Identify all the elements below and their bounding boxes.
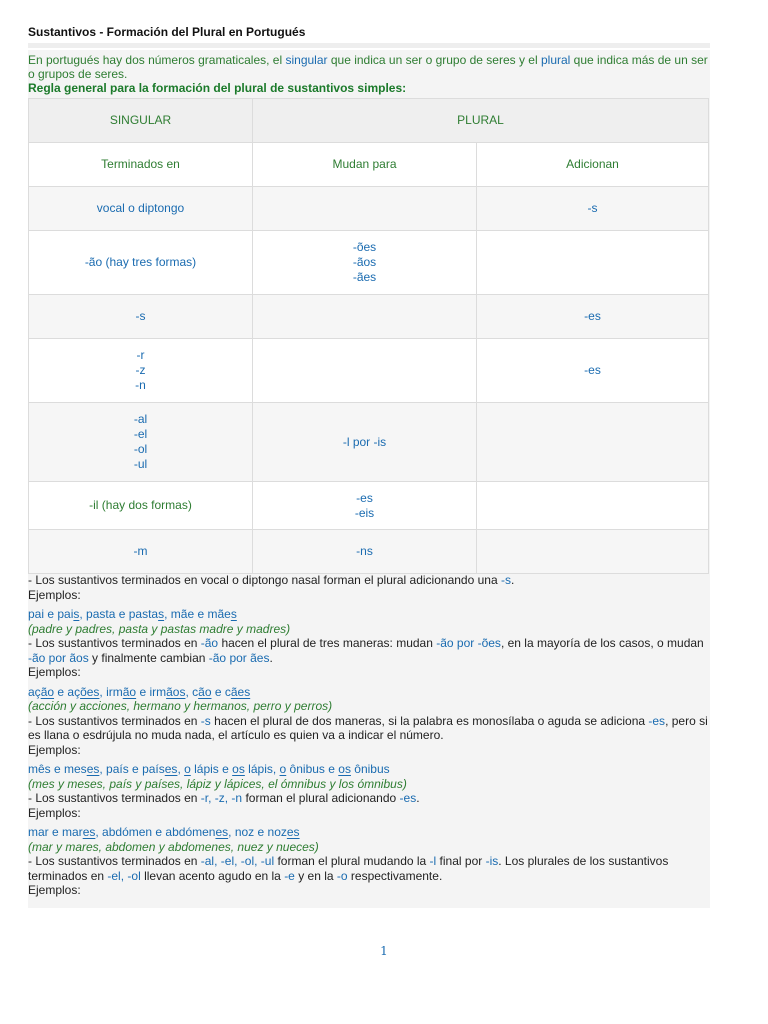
singular-cell: -il (hay dos formas) (29, 482, 253, 530)
adicionan-cell (477, 530, 709, 574)
mudan-cell (253, 295, 477, 339)
translation-line: (acción y acciones, hermano y hermanos, perro y perros) (28, 699, 333, 713)
note-l: - Los sustantivos terminados en -al, -el, -ol, -ul forman el plural mudando la -l final por -is. Los plurales de los sustantivos terminados en -el, -ol llevan acento agudo en la -e y en la -o respectivamente. (28, 854, 669, 883)
mudan-cell (253, 339, 477, 403)
ejemplos-label: Ejemplos: (28, 665, 81, 679)
table-row (29, 482, 709, 530)
table-row (29, 530, 709, 574)
page-number: 1 (380, 944, 388, 958)
mudan-cell: -ões -ãos -ães (253, 231, 477, 295)
table-row (29, 403, 709, 482)
plural-rules-table (28, 98, 709, 574)
translation-line: (mar y mares, abdomen y abdomenes, nuez y nueces) (28, 839, 319, 854)
example-line: ação e ações, irmão e irmãos, cão e cães (28, 684, 251, 699)
singular-cell: -al -el -ol -ul (29, 403, 253, 482)
mudan-cell: -ns (253, 530, 477, 574)
mudan-cell: -l por -is (253, 403, 477, 482)
mudan-cell: -es -eis (253, 482, 477, 530)
note-vocal: - Los sustantivos terminados en vocal o diptongo nasal forman el plural adicionando una -s. (28, 573, 515, 587)
title-divider (28, 43, 710, 48)
intro-text: que indica más de un ser o grupos de seres. (28, 53, 708, 81)
plural-term: plural (540, 53, 571, 67)
notes-section (28, 573, 708, 898)
page-title: Sustantivos - Formación del Plural en Portugués (28, 25, 306, 39)
singular-cell: -r -z -n (29, 339, 253, 403)
singular-term: singular (285, 53, 328, 67)
table-row (29, 339, 709, 403)
note-ao: - Los sustantivos terminados en -ão hacen el plural de tres maneras: mudan -ão por -ões, en la mayoría de los casos, o mudan -ão por ãos y finalmente cambian -ão por ães. (28, 636, 704, 665)
ejemplos-label: Ejemplos: (28, 742, 81, 757)
translation-line: (mes y meses, país y países, lápiz y lápices, el ómnibus y los ómnibus) (28, 776, 407, 791)
header-plural: PLURAL (253, 99, 709, 143)
rule-heading: Regla general para la formación del plural de sustantivos simples: (28, 81, 407, 95)
intro-paragraph (28, 53, 708, 95)
adicionan-cell: -es (477, 339, 709, 403)
singular-cell: -ão (hay tres formas) (29, 231, 253, 295)
adicionan-cell: -es (477, 295, 709, 339)
ejemplos-label: Ejemplos: (28, 805, 81, 820)
adicionan-cell (477, 231, 709, 295)
translation-line: (padre y padres, pasta y pastas madre y madres) (28, 621, 291, 636)
adicionan-cell: -s (477, 187, 709, 231)
singular-cell: vocal o diptongo (29, 187, 253, 231)
adicionan-cell (477, 403, 709, 482)
table-row (29, 187, 709, 231)
subheader-terminados: Terminados en (29, 143, 253, 187)
example-line: mês e meses, país e países, o lápis e os lápis, o ônibus e os ônibus (28, 762, 390, 776)
subheader-adicionan: Adicionan (477, 143, 709, 187)
note-s: - Los sustantivos terminados en -s hacen el plural de dos maneras, si la palabra es monosílaba o aguda se adiciona -es, pero si es llana o esdrújula no muda nada, el artículo es quien va a indicar el número. (28, 713, 708, 742)
example-line: pai e pais, pasta e pastas, mãe e mães (28, 607, 237, 621)
singular-cell: -m (29, 530, 253, 574)
intro-text: En portugués hay dos números gramaticales, el (28, 53, 286, 67)
example-line: mar e mares, abdómen e abdómenes, noz e nozes (28, 825, 300, 839)
subheader-mudan: Mudan para (253, 143, 477, 187)
table-row (29, 295, 709, 339)
mudan-cell (253, 187, 477, 231)
note-rzn: - Los sustantivos terminados en -r, -z, -n forman el plural adicionando -es. (28, 791, 420, 805)
header-singular: SINGULAR (29, 99, 253, 143)
ejemplos-label: Ejemplos: (28, 883, 81, 897)
adicionan-cell (477, 482, 709, 530)
ejemplos-label: Ejemplos: (28, 587, 81, 602)
singular-cell: -s (29, 295, 253, 339)
intro-text: que indica un ser o grupo de seres y el (327, 53, 541, 67)
table-row (29, 231, 709, 295)
